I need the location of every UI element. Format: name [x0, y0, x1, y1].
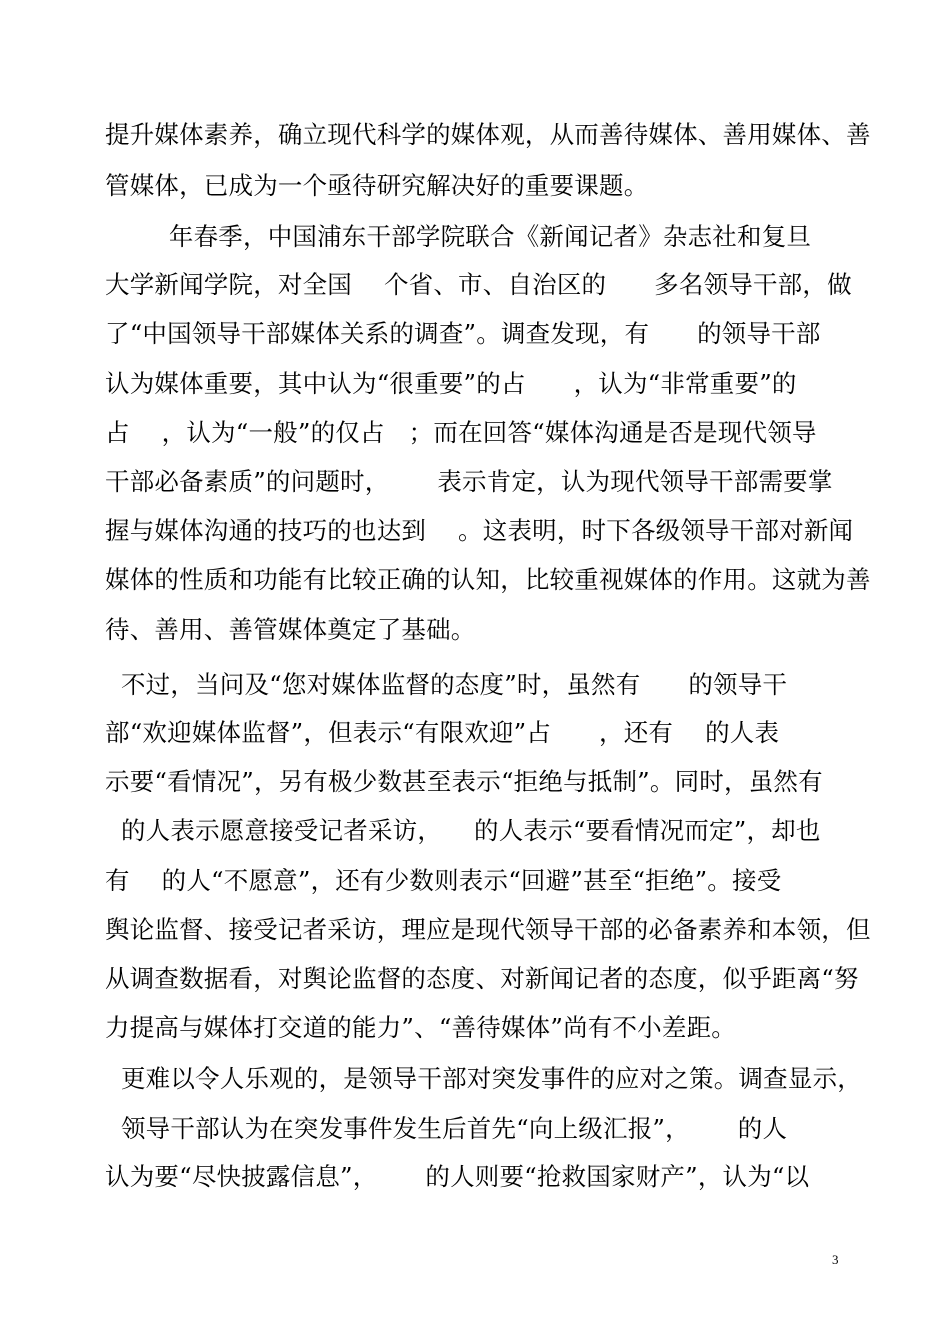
text-line: 有 的人“不愿意”，还有少数则表示“回避”甚至“拒绝”。接受 [105, 866, 782, 895]
text-line: 年春季，中国浦东干部学院联合《新闻记者》杂志社和复旦 [105, 222, 812, 251]
page-number: 3 [832, 1252, 839, 1267]
text-line: 认为要“尽快披露信息”， 的人则要“抢救国家财产”，认为“以 [105, 1162, 810, 1191]
text-line: 更难以令人乐观的，是领导干部对突发事件的应对之策。调查显示， [105, 1064, 862, 1093]
text-line: 待、善用、善管媒体奠定了基础。 [105, 615, 476, 644]
text-line: 从调查数据看，对舆论监督的态度、对新闻记者的态度，似乎距离“努 [105, 964, 859, 993]
text-line: 占 ，认为“一般”的仅占 ；而在回答“媒体沟通是否是现代领导 [105, 418, 817, 447]
text-line: 领导干部认为在突发事件发生后首先“向上级汇报”， 的人 [105, 1114, 788, 1143]
text-line: 了“中国领导干部媒体关系的调查”。调查发现，有 的领导干部 [105, 319, 821, 348]
text-line: 管媒体，已成为一个亟待研究解决好的重要课题。 [105, 171, 649, 200]
text-line: 提升媒体素养，确立现代科学的媒体观，从而善待媒体、善用媒体、善 [105, 120, 871, 149]
text-line: 干部必备素质”的问题时， 表示肯定，认为现代领导干部需要掌 [105, 467, 833, 496]
text-line: 力提高与媒体打交道的能力”、“善待媒体”尚有不小差距。 [105, 1013, 736, 1042]
text-line: 握与媒体沟通的技巧的也达到 。这表明，时下各级领导干部对新闻 [105, 516, 854, 545]
text-line: 部“欢迎媒体监督”，但表示“有限欢迎”占 ，还有 的人表 [105, 718, 780, 747]
text-line: 大学新闻学院，对全国 个省、市、自治区的 多名领导干部，做 [105, 270, 852, 299]
text-line: 示要“看情况”，另有极少数甚至表示“拒绝与抵制”。同时，虽然有 [105, 767, 823, 796]
text-line: 媒体的性质和功能有比较正确的认知，比较重视媒体的作用。这就为善 [105, 565, 871, 594]
text-line: 认为媒体重要，其中认为“很重要”的占 ，认为“非常重要”的 [105, 369, 797, 398]
text-line: 不过，当问及“您对媒体监督的态度”时，虽然有 的领导干 [105, 670, 788, 699]
text-line: 的人表示愿意接受记者采访， 的人表示“要看情况而定”，却也 [105, 816, 821, 845]
text-line: 舆论监督、接受记者采访，理应是现代领导干部的必备素养和本领，但 [105, 915, 871, 944]
